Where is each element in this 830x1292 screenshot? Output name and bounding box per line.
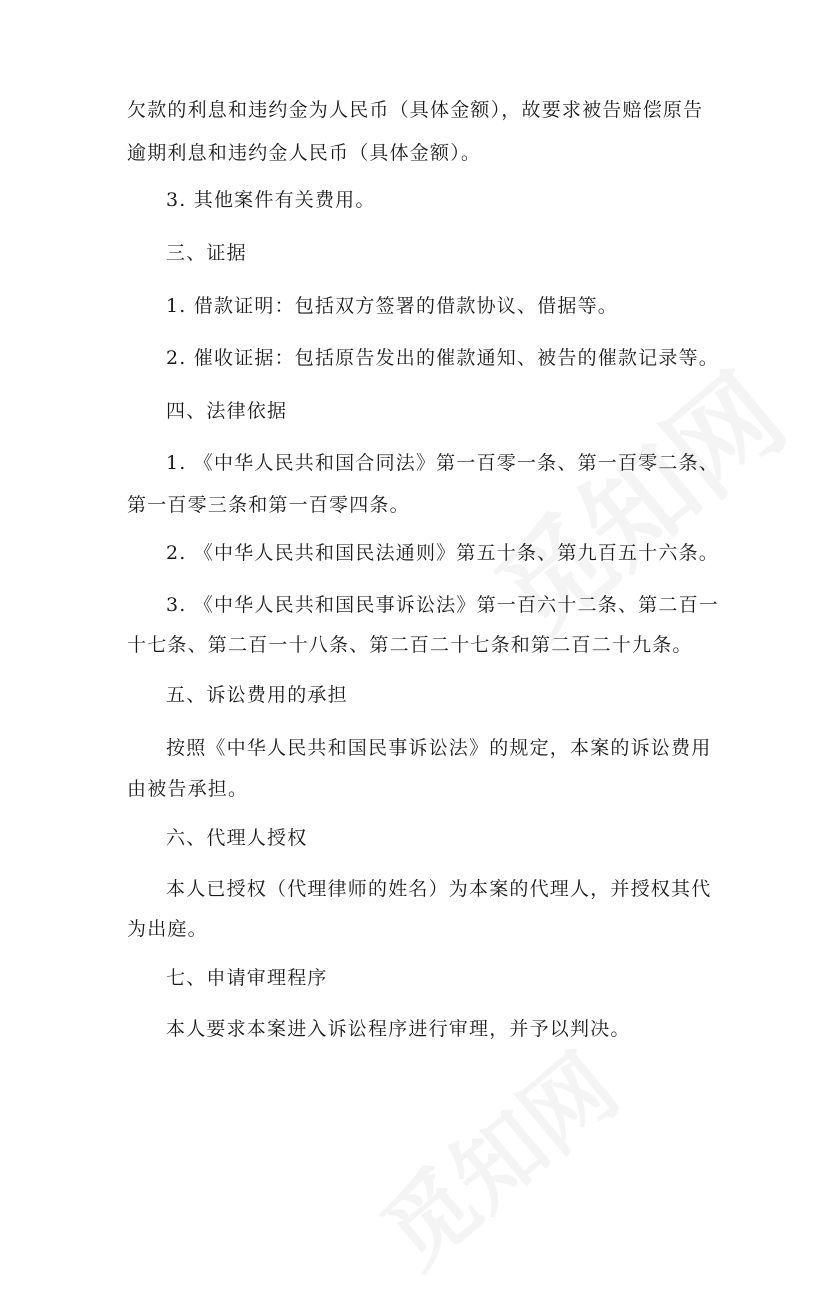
section-heading: 五、诉讼费用的承担 — [166, 684, 348, 706]
list-item: 2. 催收证据：包括原告发出的催款通知、被告的催款记录等。 — [166, 347, 719, 369]
watermark — [350, 1018, 640, 1291]
list-item: 1. 《中华人民共和国合同法》第一百零一条、第一百零二条、 — [166, 452, 719, 474]
list-item: 3. 其他案件有关费用。 — [166, 189, 376, 211]
paragraph-line: 按照《中华人民共和国民事诉讼法》的规定，本案的诉讼费用 — [166, 737, 712, 759]
section-heading: 七、申请审理程序 — [166, 967, 328, 989]
paragraph-line: 逾期利息和违约金人民币（具体金额）。 — [127, 142, 482, 164]
paragraph-line: 由被告承担。 — [127, 778, 249, 800]
paragraph-line: 十七条、第二百一十八条、第二百二十七条和第二百二十九条。 — [127, 634, 693, 656]
list-item: 2. 《中华人民共和国民法通则》第五十条、第九百五十六条。 — [166, 542, 719, 564]
paragraph-line: 为出庭。 — [127, 918, 208, 940]
paragraph-line: 本人已授权（代理律师的姓名）为本案的代理人，并授权其代 — [166, 878, 712, 900]
list-item: 1. 借款证明：包括双方签署的借款协议、借据等。 — [166, 295, 618, 317]
paragraph-line: 本人要求本案进入诉讼程序进行审理，并予以判决。 — [166, 1018, 631, 1040]
list-item: 3. 《中华人民共和国民事诉讼法》第一百六十二条、第二百一 — [166, 594, 719, 616]
section-heading: 三、证据 — [166, 242, 247, 264]
paragraph-line: 第一百零三条和第一百零四条。 — [127, 494, 410, 516]
section-heading: 六、代理人授权 — [166, 827, 308, 849]
section-heading: 四、法律依据 — [166, 400, 288, 422]
paragraph-line: 欠款的利息和违约金为人民币（具体金额），故要求被告赔偿原告 — [127, 99, 704, 121]
